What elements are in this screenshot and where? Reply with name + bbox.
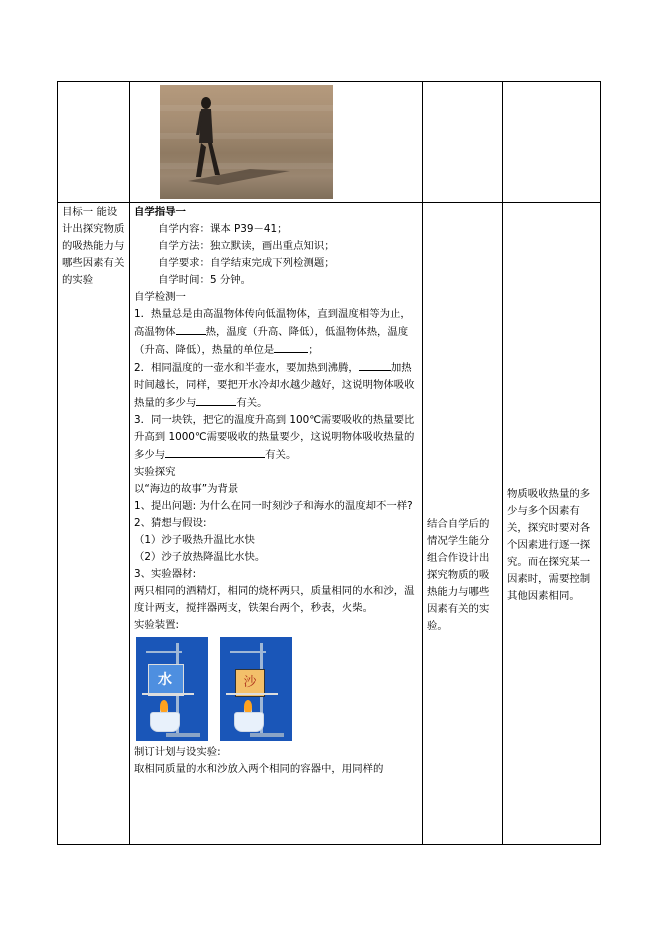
question-text: 加热时间越长，同样，要把开水冷却水越少越好，这说明物体吸收热量的多少与 — [134, 362, 415, 409]
setup-label: 实验装置: — [134, 619, 180, 631]
explore-background: 以“海边的故事”为背景 — [134, 483, 239, 495]
question-text: 1．热量总是由高温物体传向低温物体，直到温度相等为止，高温物体 — [134, 308, 411, 338]
lesson-table — [57, 81, 601, 845]
question-text: 2．相同温度的一壶水和半壶水，要加热到沸腾， — [134, 362, 359, 374]
guide-item: 自学方法：独立默读，画出重点知识； — [158, 240, 335, 252]
water-apparatus — [136, 637, 208, 741]
teaching-note: 结合自学后的情况学生能分组合作设计出探究物质的吸热能力与哪些因素有关的实验。 — [427, 518, 490, 632]
guide-item: 自学时间：5 分钟。 — [158, 274, 252, 286]
hypothesis-item: （1）沙子吸热升温比水快 — [134, 534, 255, 546]
explore-question: 1、提出问题: 为什么在同一时刻沙子和海水的温度却不一样? — [134, 500, 413, 512]
apparatus-figures — [136, 637, 419, 741]
table-cell — [58, 82, 130, 203]
hypothesis-item: （2）沙子放热降温比水快。 — [134, 551, 266, 563]
equipment-text: 两只相同的酒精灯，相同的烧杯两只，质量相同的水和沙，温度计两支，搅拌器两支，铁架台两个，秒表，火柴。 — [134, 585, 415, 614]
hypothesis-label: 2、猜想与假设: — [134, 517, 207, 529]
guide-item: 自学内容：课本 P39－41； — [158, 223, 288, 235]
guide-title: 自学指导一 — [134, 206, 186, 218]
beach-photo — [160, 85, 333, 199]
table-cell — [130, 203, 423, 845]
question-text: 热，温度（升高、降低），低温物体热，温度（升高、降低），热量的单位是 — [134, 326, 409, 356]
summary-note: 物质吸收热量的多少与多个因素有关，探究时要对各个因素进行逐一探究。而在探究某一因素时，需要控制其他因素相同。 — [507, 488, 591, 602]
lesson-content — [130, 203, 422, 844]
table-row — [58, 203, 601, 845]
sand-label: 沙 — [235, 669, 265, 697]
goal-text: 目标一 能设计出探究物质的吸热能力与哪些因素有关的实验 — [62, 206, 125, 286]
table-cell — [503, 203, 601, 845]
explore-title: 实验探究 — [134, 466, 176, 478]
question-1 — [134, 306, 419, 359]
water-label: 水 — [158, 672, 172, 688]
question-3 — [134, 412, 419, 464]
table-cell — [423, 82, 503, 203]
table-cell — [423, 203, 503, 845]
table-cell — [58, 203, 130, 845]
question-text: 有关。 — [236, 397, 268, 409]
plan-label: 制订计划与设实验: — [134, 746, 221, 758]
equipment-label: 3、实验器材: — [134, 568, 197, 580]
question-text: ； — [308, 344, 319, 356]
question-text: 3．同一块铁，把它的温度升高到 100℃需要吸收的热量要比升高到 1000℃需要吸收的热量要少，这说明物体吸收热量的多少与 — [134, 414, 415, 461]
check-title: 自学检测一 — [134, 291, 186, 303]
plan-text: 取相同质量的水和沙放入两个相同的容器中，用同样的 — [134, 763, 384, 775]
sand-apparatus — [220, 637, 292, 741]
table-cell — [130, 82, 423, 203]
question-2 — [134, 359, 419, 412]
question-text: 有关。 — [265, 449, 297, 461]
table-row — [58, 82, 601, 203]
guide-item: 自学要求：自学结束完成下列检测题； — [158, 257, 335, 269]
table-cell — [503, 82, 601, 203]
